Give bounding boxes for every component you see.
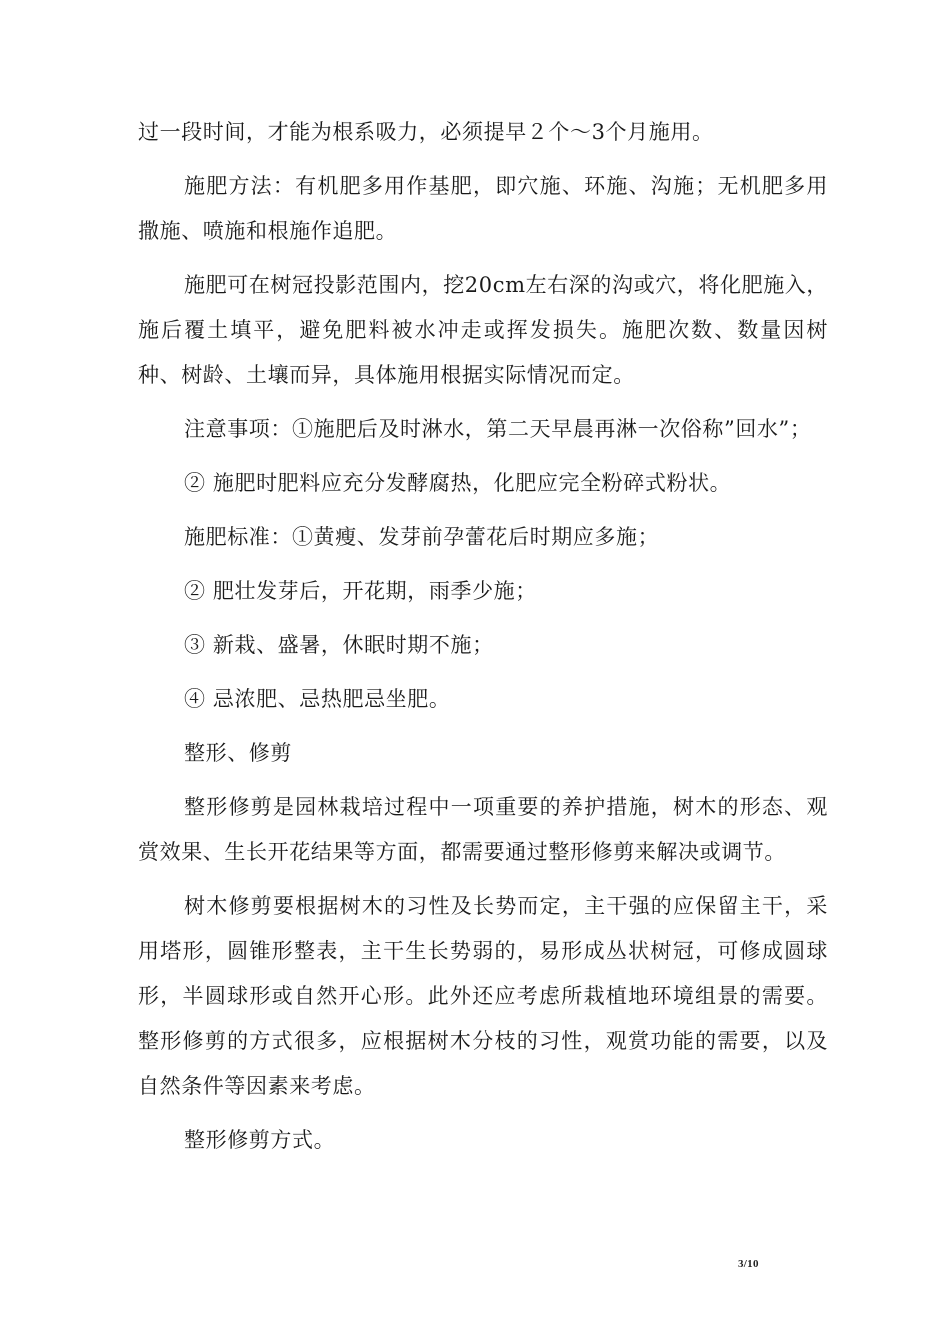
document-body (138, 110, 828, 1172)
paragraph-2: 施肥方法：有机肥多用作基肥，即穴施、环施、沟施；无机肥多用撒施、喷施和根施作追肥。 (138, 174, 828, 243)
paragraph-4: 注意事项：①施肥后及时淋水，第二天早晨再淋一次俗称”回水”； (184, 417, 812, 441)
section-heading: 整形、修剪 (184, 741, 292, 765)
paragraph-11: 整形修剪是园林栽培过程中一项重要的养护措施，树木的形态、观赏效果、生长开花结果等方面，都需要通过整形修剪来解决或调节。 (138, 795, 828, 864)
paragraph-3: 施肥可在树冠投影范围内，挖20cm左右深的沟或穴，将化肥施入，施后覆土填平，避免肥料被水冲走或挥发损失。施肥次数、数量因树种、树龄、土壤而异，具体施用根据实际情况而定。 (138, 273, 828, 387)
page-number: 3/10 (738, 1258, 759, 1270)
paragraph-9: ④ 忌浓肥、忌热肥忌坐肥。 (184, 687, 451, 711)
paragraph-12: 树木修剪要根据树木的习性及长势而定，主干强的应保留主干，采用塔形，圆锥形整表，主干生长势弱的，易形成丛状树冠，可修成圆球形，半圆球形或自然开心形。此外还应考虑所栽植地环境组景的需要。整形修剪的方式很多，应根据树木分枝的习性，观赏功能的需要，以及自然条件等因素来考虑。 (138, 894, 828, 1098)
paragraph-7: ② 肥壮发芽后，开花期，雨季少施； (184, 579, 537, 603)
paragraph-5: ② 施肥时肥料应充分发酵腐热，化肥应完全粉碎式粉状。 (184, 471, 732, 495)
paragraph-8: ③ 新栽、盛暑，休眠时期不施； (184, 633, 494, 657)
paragraph-13: 整形修剪方式。 (184, 1128, 336, 1152)
paragraph-1: 过一段时间，才能为根系吸力，必须提早２个〜3个月施用。 (138, 120, 714, 144)
paragraph-6: 施肥标准：①黄瘦、发芽前孕蕾花后时期应多施； (184, 525, 660, 549)
